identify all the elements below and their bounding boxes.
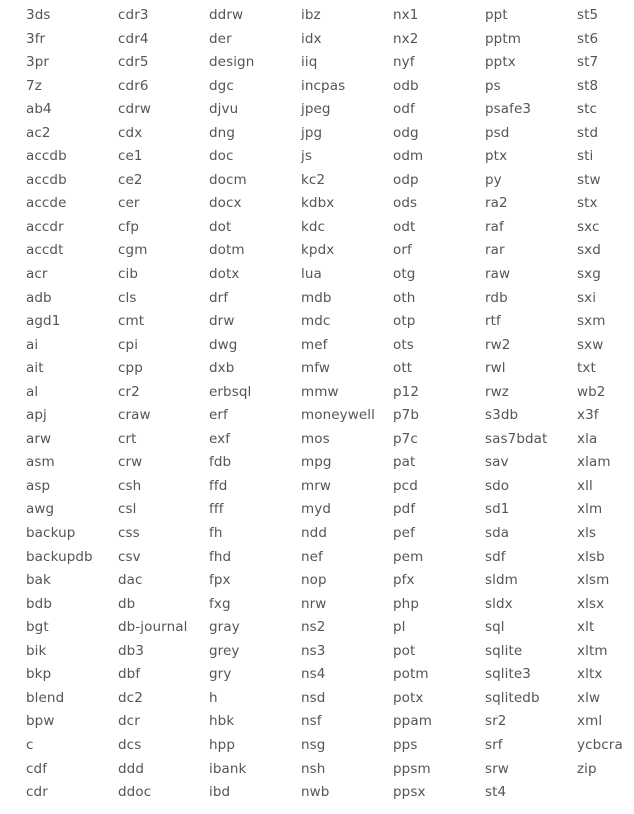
extension-item: oth <box>393 289 416 306</box>
extension-item: djvu <box>209 101 239 118</box>
extension-item: ibz <box>301 7 321 23</box>
extension-item: ac2 <box>26 124 51 141</box>
extension-item: cdf <box>26 760 48 777</box>
extension-item: erf <box>209 407 228 424</box>
extension-item: backupdb <box>26 548 93 565</box>
extension-item: ddrw <box>209 7 244 23</box>
extension-item: nrw <box>301 595 327 612</box>
extension-item: xlsb <box>577 548 605 565</box>
extension-item: bpw <box>26 713 55 730</box>
extension-item: bdb <box>26 595 53 612</box>
extension-item: mdb <box>301 289 332 306</box>
extension-item: pl <box>393 619 406 636</box>
extension-item: kdc <box>301 218 326 235</box>
extension-item: cpp <box>118 360 143 377</box>
extension-item: accdr <box>26 218 64 235</box>
extension-item: sas7bdat <box>485 430 548 447</box>
extension-item: incpas <box>301 77 346 94</box>
extension-item: csv <box>118 548 141 565</box>
extension-item: srw <box>485 760 509 777</box>
extension-item: rtf <box>485 313 501 330</box>
extension-item: ns4 <box>301 666 326 683</box>
extension-item: cdr6 <box>118 77 149 94</box>
extension-item: c <box>26 736 34 753</box>
extension-item: ddoc <box>118 784 152 801</box>
extension-item: cdr5 <box>118 54 149 71</box>
extension-item: sxm <box>577 313 606 330</box>
extension-item: mrw <box>301 477 332 494</box>
extension-item: ra2 <box>485 195 508 212</box>
extension-item: pptx <box>485 54 516 71</box>
extension-item: ffd <box>209 477 228 494</box>
extension-item: cmt <box>118 313 145 330</box>
extension-item: sxi <box>577 289 597 306</box>
extension-item: docx <box>209 195 242 212</box>
extension-item: cdx <box>118 124 143 141</box>
extension-item: sda <box>485 525 510 542</box>
extension-item: ns3 <box>301 642 326 659</box>
extension-item: p7b <box>393 407 420 424</box>
extension-item: cpi <box>118 336 139 353</box>
extension-item: blend <box>26 689 65 706</box>
extension-item: cib <box>118 266 139 283</box>
extension-item: otg <box>393 266 416 283</box>
extension-item: docm <box>209 171 247 188</box>
extension-item: dotx <box>209 266 240 283</box>
extension-item: stc <box>577 101 598 118</box>
extension-item: ab4 <box>26 101 52 118</box>
extension-item: txt <box>577 360 596 377</box>
extension-item: moneywell <box>301 407 376 424</box>
extension-column-2 <box>118 4 187 805</box>
extension-item: 3pr <box>26 54 50 71</box>
extension-item: kpdx <box>301 242 335 259</box>
extension-item: nsf <box>301 713 322 730</box>
extension-item: gray <box>209 619 240 636</box>
extension-item: asm <box>26 454 55 471</box>
extension-item: al <box>26 383 39 400</box>
extension-item: mdc <box>301 313 331 330</box>
extension-item: py <box>485 171 502 188</box>
extension-item: sd1 <box>485 501 510 518</box>
extension-item: zip <box>577 760 597 777</box>
extension-item: pptm <box>485 30 521 47</box>
extension-item: potm <box>393 666 429 683</box>
extension-item: nop <box>301 572 327 589</box>
extension-item: otp <box>393 313 416 330</box>
extension-item: myd <box>301 501 332 518</box>
extension-item: jpeg <box>301 101 331 118</box>
extension-item: s3db <box>485 407 519 424</box>
extension-item: xltm <box>577 642 608 659</box>
extension-item: xlsx <box>577 595 605 612</box>
extension-item: nx2 <box>393 30 419 47</box>
extension-item: gry <box>209 666 232 683</box>
extension-item: sxw <box>577 336 604 353</box>
extension-item: dotm <box>209 242 245 259</box>
extension-item: odp <box>393 171 419 188</box>
extension-item: fdb <box>209 454 232 471</box>
extension-item: iiq <box>301 54 318 71</box>
extension-item: xlsm <box>577 572 610 589</box>
extension-item: asp <box>26 477 51 494</box>
extension-item: xlam <box>577 454 611 471</box>
extension-item: csl <box>118 501 137 518</box>
extension-item: xml <box>577 713 603 730</box>
extension-item: dng <box>209 124 235 141</box>
extension-item: bkp <box>26 666 52 683</box>
extension-item: erbsql <box>209 383 252 400</box>
extension-item: dwg <box>209 336 238 353</box>
extension-item: dgc <box>209 77 234 94</box>
extension-item: craw <box>118 407 151 424</box>
extension-item: pdf <box>393 501 416 518</box>
extension-item: st5 <box>577 7 599 23</box>
extension-item: pps <box>393 736 418 753</box>
extension-item: sql <box>485 619 505 636</box>
extension-item: mfw <box>301 360 331 377</box>
extension-item: jpg <box>301 124 323 141</box>
extension-item: ns2 <box>301 619 326 636</box>
extension-item: ait <box>26 360 44 377</box>
extension-item: sxg <box>577 266 601 283</box>
extension-item: odm <box>393 148 424 165</box>
extension-item: odt <box>393 218 416 235</box>
extension-item: odg <box>393 124 419 141</box>
extension-item: sdf <box>485 548 506 565</box>
extension-item: sxd <box>577 242 601 259</box>
extension-item: stw <box>577 171 601 188</box>
extension-item: acr <box>26 266 48 283</box>
extension-item: crt <box>118 430 137 447</box>
extension-item: css <box>118 525 140 542</box>
extension-item: apj <box>26 407 47 424</box>
extension-item: xla <box>577 430 598 447</box>
extension-item: der <box>209 30 232 47</box>
extension-item: x3f <box>577 407 599 424</box>
extension-column-7 <box>577 4 623 781</box>
extension-item: arw <box>26 430 52 447</box>
extension-item: ddd <box>118 760 145 777</box>
extension-item: st8 <box>577 77 599 94</box>
extension-item: nx1 <box>393 7 419 23</box>
extension-item: bgt <box>26 619 49 636</box>
extension-item: 3fr <box>26 30 46 47</box>
extension-item: cls <box>118 289 137 306</box>
extension-item: cdr <box>26 784 48 801</box>
extension-item: nsh <box>301 760 326 777</box>
extension-item: ce1 <box>118 148 143 165</box>
extension-item: xls <box>577 525 597 542</box>
extension-item: hbk <box>209 713 235 730</box>
extension-item: ppt <box>485 7 508 23</box>
extension-item: dac <box>118 572 143 589</box>
extension-item: hpp <box>209 736 235 753</box>
extension-item: nsg <box>301 736 326 753</box>
extension-item: drf <box>209 289 229 306</box>
extension-item: ots <box>393 336 414 353</box>
extension-item: ods <box>393 195 418 212</box>
extension-item: db-journal <box>118 619 188 636</box>
extension-item: cr2 <box>118 383 140 400</box>
extension-item: wb2 <box>577 383 606 400</box>
extension-item: sldm <box>485 572 518 589</box>
extension-item: xll <box>577 477 593 494</box>
extension-item: adb <box>26 289 52 306</box>
extension-item: accde <box>26 195 67 212</box>
extension-item: agd1 <box>26 313 61 330</box>
extension-item: cgm <box>118 242 148 259</box>
extension-item: dbf <box>118 666 141 683</box>
extension-item: odb <box>393 77 419 94</box>
extension-item: rw2 <box>485 336 511 353</box>
extension-item: st6 <box>577 30 599 47</box>
extension-item: dcs <box>118 736 142 753</box>
extension-item: rwl <box>485 360 506 377</box>
extension-item: ptx <box>485 148 508 165</box>
extension-item: cdr4 <box>118 30 149 47</box>
extension-column-1 <box>26 4 93 805</box>
extension-item: sdo <box>485 477 510 494</box>
extension-item: kdbx <box>301 195 335 212</box>
extension-item: dxb <box>209 360 235 377</box>
extension-item: ycbcra <box>577 736 623 753</box>
extension-item: drw <box>209 313 235 330</box>
extension-item: sti <box>577 148 594 165</box>
extension-item: cer <box>118 195 140 212</box>
extension-item: rwz <box>485 383 509 400</box>
extension-item: nef <box>301 548 323 565</box>
extension-item: sqlite <box>485 642 523 659</box>
extension-item: srf <box>485 736 503 753</box>
extension-item: lua <box>301 266 322 283</box>
extension-item: pcd <box>393 477 418 494</box>
extension-item: odf <box>393 101 415 118</box>
extension-item: sr2 <box>485 713 507 730</box>
extension-item: accdb <box>26 171 67 188</box>
extension-item: sav <box>485 454 509 471</box>
extension-item: stx <box>577 195 598 212</box>
extension-item: pef <box>393 525 415 542</box>
extension-item: mpg <box>301 454 332 471</box>
extension-item: ndd <box>301 525 327 542</box>
extension-item: 3ds <box>26 7 51 23</box>
extension-item: ibank <box>209 760 247 777</box>
extension-item: xlw <box>577 689 601 706</box>
extension-item: accdb <box>26 148 67 165</box>
extension-item: bik <box>26 642 47 659</box>
extension-item: p7c <box>393 430 418 447</box>
extension-item: kc2 <box>301 171 326 188</box>
extension-item: fff <box>209 501 224 518</box>
extension-item: cfp <box>118 218 140 235</box>
extension-column-4 <box>301 4 375 805</box>
extension-item: db3 <box>118 642 145 659</box>
extension-item: pot <box>393 642 416 659</box>
extension-item: crw <box>118 454 143 471</box>
extension-item: pem <box>393 548 424 565</box>
extension-item: fh <box>209 525 223 542</box>
extension-item: ott <box>393 360 413 377</box>
extension-column-5 <box>393 4 432 805</box>
extension-item: pfx <box>393 572 415 589</box>
extension-item: dot <box>209 218 232 235</box>
extension-item: grey <box>209 642 240 659</box>
extension-item: doc <box>209 148 234 165</box>
extension-item: xlt <box>577 619 595 636</box>
extension-item: ppsx <box>393 784 426 801</box>
extension-item: xltx <box>577 666 603 683</box>
extension-item: ps <box>485 77 501 94</box>
extension-item: rdb <box>485 289 508 306</box>
extension-item: backup <box>26 525 76 542</box>
extension-item: dcr <box>118 713 140 730</box>
extension-item: rar <box>485 242 505 259</box>
extension-item: st7 <box>577 54 599 71</box>
extension-item: orf <box>393 242 412 259</box>
extension-item: fhd <box>209 548 232 565</box>
extension-item: sqlitedb <box>485 689 540 706</box>
extension-item: php <box>393 595 419 612</box>
extension-item: std <box>577 124 599 141</box>
extension-item: mos <box>301 430 330 447</box>
extension-item: pat <box>393 454 416 471</box>
extension-item: accdt <box>26 242 64 259</box>
extension-item: ibd <box>209 784 231 801</box>
extension-item: st4 <box>485 784 507 801</box>
extension-item: fxg <box>209 595 231 612</box>
extension-item: nwb <box>301 784 330 801</box>
extension-item: psd <box>485 124 510 141</box>
extension-item: potx <box>393 689 424 706</box>
extension-item: ai <box>26 336 39 353</box>
extension-item: p12 <box>393 383 420 400</box>
extension-item: db <box>118 595 136 612</box>
extension-item: h <box>209 689 218 706</box>
extension-item: design <box>209 54 255 71</box>
extension-item: fpx <box>209 572 231 589</box>
extension-column-6 <box>485 4 547 805</box>
extension-item: dc2 <box>118 689 143 706</box>
extension-item: bak <box>26 572 51 589</box>
extension-item: awg <box>26 501 55 518</box>
extension-item: js <box>301 148 312 165</box>
extension-item: nyf <box>393 54 415 71</box>
extension-item: ce2 <box>118 171 143 188</box>
extension-column-3 <box>209 4 254 805</box>
extension-item: cdrw <box>118 101 151 118</box>
extension-item: psafe3 <box>485 101 532 118</box>
extension-item: csh <box>118 477 142 494</box>
extension-item: exf <box>209 430 231 447</box>
extension-item: ppam <box>393 713 432 730</box>
extension-item: xlm <box>577 501 603 518</box>
extension-item: sldx <box>485 595 513 612</box>
extension-item: nsd <box>301 689 326 706</box>
extension-item: cdr3 <box>118 7 149 23</box>
extension-item: idx <box>301 30 322 47</box>
extension-item: ppsm <box>393 760 431 777</box>
extension-item: mmw <box>301 383 339 400</box>
extension-item: mef <box>301 336 328 353</box>
extension-item: sqlite3 <box>485 666 531 683</box>
extension-item: sxc <box>577 218 600 235</box>
extension-item: raf <box>485 218 504 235</box>
extension-item: raw <box>485 266 511 283</box>
extension-item: 7z <box>26 77 42 94</box>
